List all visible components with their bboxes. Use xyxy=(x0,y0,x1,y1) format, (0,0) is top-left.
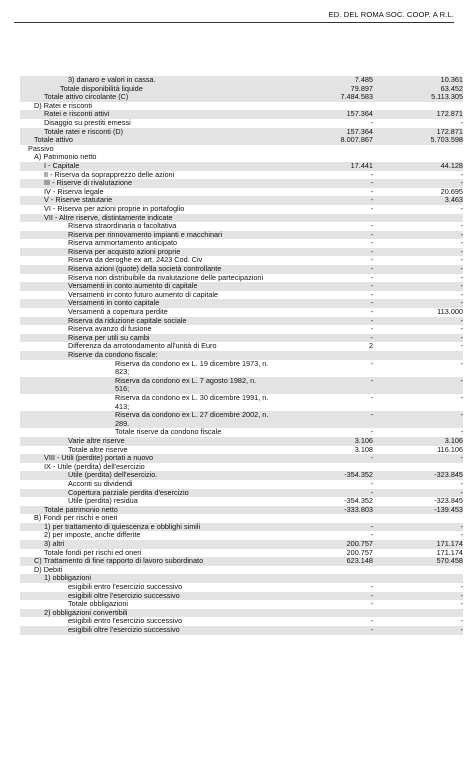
value-previous-year: 171.174 xyxy=(436,539,463,549)
value-current-year: - xyxy=(370,298,373,308)
row-label: Riserva da condono ex L. 19 dicembre 1973, n. 823; xyxy=(115,358,269,377)
value-current-year: - xyxy=(370,315,373,325)
value-previous-year: - xyxy=(460,178,463,188)
value-previous-year: - xyxy=(460,599,463,609)
value-current-year: - xyxy=(370,521,373,531)
row-label: Riserva da condono ex L. 7 agosto 1982, n. 516; xyxy=(115,375,257,394)
value-previous-year: - xyxy=(460,238,463,248)
value-previous-year: - xyxy=(460,427,463,437)
value-current-year: - xyxy=(370,203,373,213)
value-current-year: 623.148 xyxy=(346,556,373,566)
row-label: III - Riserve di rivalutazione xyxy=(44,178,133,188)
value-current-year: - xyxy=(370,392,373,402)
value-current-year: 200.757 xyxy=(346,539,373,549)
table-row xyxy=(20,360,463,377)
value-current-year: 3.108 xyxy=(354,444,373,454)
value-previous-year: - xyxy=(460,453,463,463)
value-current-year: - xyxy=(370,186,373,196)
value-current-year: 2 xyxy=(368,341,373,351)
value-current-year: - xyxy=(370,599,373,609)
value-previous-year: 20.695 xyxy=(440,186,463,196)
value-current-year: 8.007.867 xyxy=(340,135,373,145)
row-label: Totale altre riserve xyxy=(68,444,128,454)
row-label: I - Capitale xyxy=(44,160,80,170)
value-current-year: - xyxy=(370,307,373,317)
value-previous-year: - xyxy=(460,272,463,282)
value-previous-year: 63.452 xyxy=(440,83,463,93)
value-previous-year: 116.106 xyxy=(437,444,463,454)
row-label: Versamenti in conto futuro aumento di capitale xyxy=(68,289,219,299)
row-label: esigibili entro l'esercizio successivo xyxy=(68,616,183,626)
value-previous-year: - xyxy=(460,169,463,179)
row-label: Versamenti in conto aumento di capitale xyxy=(68,281,198,291)
row-label: A) Patrimonio netto xyxy=(34,152,97,162)
value-previous-year: - xyxy=(460,264,463,274)
value-current-year: - xyxy=(370,616,373,626)
row-label: Riserva ammortamento anticipato xyxy=(68,238,178,248)
header-rule xyxy=(14,22,454,23)
row-label: 3) danaro e valori in cassa. xyxy=(68,75,156,84)
row-label: 1) per trattamento di quiescenza e obblighi simili xyxy=(44,521,201,531)
value-current-year: - xyxy=(370,169,373,179)
value-previous-year: 3.463 xyxy=(444,195,463,205)
row-label: Riserva per rinnovamento impianti e macchinari xyxy=(68,229,223,239)
row-label: esigibili oltre l'esercizio successivo xyxy=(68,590,180,600)
row-label: Riserva non distribuibile da rivalutazione delle partecipazioni xyxy=(68,272,264,282)
value-current-year: - xyxy=(370,332,373,342)
row-label: VII - Altre riserve, distintamente indicate xyxy=(44,212,173,222)
value-current-year: - xyxy=(370,246,373,256)
row-label: Varie altre riserve xyxy=(68,435,125,445)
value-previous-year: 44.128 xyxy=(440,160,463,170)
table-row xyxy=(20,626,463,635)
value-current-year: -354.352 xyxy=(344,470,373,480)
row-label: Versamenti a copertura perdite xyxy=(68,307,168,317)
value-previous-year: - xyxy=(460,229,463,239)
row-label: Totale fondi per rischi ed oneri xyxy=(44,547,142,557)
value-current-year: - xyxy=(370,264,373,274)
value-current-year: 7.484.583 xyxy=(340,92,373,102)
value-previous-year: -139.453 xyxy=(434,504,463,514)
value-current-year: - xyxy=(370,478,373,488)
value-previous-year: - xyxy=(460,392,463,402)
row-label: Totale ratei e risconti (D) xyxy=(44,126,124,136)
row-label: IX - Utile (perdita) dell'esercizio xyxy=(44,461,145,471)
row-label: Riserva per acquisto azioni proprie xyxy=(68,246,181,256)
row-label: Totale obbligazioni xyxy=(68,599,129,609)
value-current-year: 7.485 xyxy=(354,75,373,84)
row-label: Riserva straordinaria o facoltativa xyxy=(68,221,177,231)
value-current-year: - xyxy=(370,530,373,540)
value-previous-year: - xyxy=(460,298,463,308)
row-label: D) Debiti xyxy=(34,564,63,574)
row-label: Differenza da arrotondamento all'unità di Euro xyxy=(68,341,217,351)
value-current-year: - xyxy=(370,229,373,239)
value-current-year: - xyxy=(370,410,373,420)
row-label: Totale attivo xyxy=(34,135,73,145)
row-label: Totale patrimonio netto xyxy=(44,504,118,514)
value-current-year: - xyxy=(370,289,373,299)
value-previous-year: - xyxy=(460,590,463,600)
value-previous-year: 570.458 xyxy=(436,556,463,566)
value-previous-year: 172.871 xyxy=(436,109,463,119)
row-label: VIII - Utili (perdite) portati a nuovo xyxy=(44,453,154,463)
value-current-year: - xyxy=(370,255,373,265)
row-label: 2) per imposte, anche differite xyxy=(44,530,141,540)
row-label: Utile (perdita) dell'esercizio. xyxy=(68,470,158,480)
table-row xyxy=(20,557,463,566)
value-current-year: - xyxy=(370,590,373,600)
value-current-year: 157.364 xyxy=(346,109,373,119)
value-current-year: - xyxy=(370,324,373,334)
row-label: Totale attivo circolante (C) xyxy=(44,92,129,102)
value-current-year: 157.364 xyxy=(346,126,373,136)
value-current-year: - xyxy=(370,487,373,497)
row-label: Riserve da condono fiscale: xyxy=(68,350,158,359)
value-previous-year: - xyxy=(460,255,463,265)
row-label: Riserva da riduzione capitale sociale xyxy=(68,315,187,325)
value-current-year: -354.352 xyxy=(344,496,373,506)
value-previous-year: 3.106 xyxy=(444,435,463,445)
value-current-year: 17.441 xyxy=(350,160,373,170)
row-label: Acconti su dividendi xyxy=(68,478,133,488)
value-previous-year: - xyxy=(460,410,463,420)
table-row xyxy=(20,153,463,162)
value-previous-year: - xyxy=(460,117,463,127)
value-current-year: - xyxy=(370,375,373,385)
value-previous-year: - xyxy=(460,375,463,385)
value-current-year: - xyxy=(370,195,373,205)
value-current-year: - xyxy=(370,582,373,592)
table-row xyxy=(20,411,463,428)
value-previous-year: 10.361 xyxy=(440,75,463,84)
value-previous-year: -323.845 xyxy=(434,470,463,480)
value-current-year: - xyxy=(370,453,373,463)
value-current-year: - xyxy=(370,281,373,291)
value-current-year: - xyxy=(370,358,373,368)
row-label: Totale disponibilità liquide xyxy=(60,83,143,93)
row-label: 1) obbligazioni xyxy=(44,573,92,583)
value-previous-year: - xyxy=(460,246,463,256)
company-header: ED. DEL ROMA SOC. COOP. A R.L. xyxy=(328,10,454,19)
value-current-year: -333.803 xyxy=(344,504,373,514)
row-label: VI - Riserva per azioni proprie in portafoglio xyxy=(44,203,185,213)
value-current-year: - xyxy=(370,221,373,231)
row-label: IV - Riserva legale xyxy=(44,186,104,196)
row-label: Copertura parziale perdita d'esercizio xyxy=(68,487,189,497)
value-previous-year: - xyxy=(460,478,463,488)
value-current-year: - xyxy=(370,238,373,248)
row-label: 2) obbligazioni convertibili xyxy=(44,607,128,617)
table-row xyxy=(20,394,463,411)
value-current-year: - xyxy=(370,178,373,188)
row-label: B) Fondi per rischi e oneri xyxy=(34,513,118,523)
value-previous-year: 172.871 xyxy=(436,126,463,136)
row-label: C) Trattamento di fine rapporto di lavoro subordinato xyxy=(34,556,204,566)
row-label: esigibili entro l'esercizio successivo xyxy=(68,582,183,592)
value-current-year: - xyxy=(370,625,373,634)
value-previous-year: 113.000 xyxy=(437,307,463,317)
row-label: D) Ratei e risconti xyxy=(34,100,92,110)
row-label: Riserva da condono ex L. 30 dicembre 1991, n. 413; xyxy=(115,392,269,411)
value-current-year: 3.106 xyxy=(354,435,373,445)
row-label: Riserva azioni (quote) della società controllante xyxy=(68,264,222,274)
balance-sheet-table xyxy=(20,76,463,635)
value-previous-year: -323.845 xyxy=(434,496,463,506)
value-previous-year: - xyxy=(460,616,463,626)
value-previous-year: - xyxy=(460,289,463,299)
row-label: Ratei e risconti attivi xyxy=(44,109,110,119)
value-previous-year: - xyxy=(460,530,463,540)
value-current-year: - xyxy=(370,427,373,437)
table-row xyxy=(20,377,463,394)
value-current-year: 79.897 xyxy=(350,83,373,93)
value-previous-year: - xyxy=(460,281,463,291)
value-previous-year: 171.174 xyxy=(436,547,463,557)
row-label: Riserva da deroghe ex art. 2423 Cod. Civ xyxy=(68,255,203,265)
value-previous-year: - xyxy=(460,487,463,497)
value-previous-year: - xyxy=(460,221,463,231)
table-row xyxy=(20,136,463,145)
row-label: esigibili oltre l'esercizio successivo xyxy=(68,625,180,634)
value-previous-year: 5.113.305 xyxy=(431,92,463,102)
row-label: Utile (perdita) residua xyxy=(68,496,138,506)
row-label: Disaggio su prestiti emessi xyxy=(44,117,131,127)
value-current-year: - xyxy=(370,272,373,282)
row-label: Riserva per utili su cambi xyxy=(68,332,150,342)
row-label: Versamenti in conto capitale xyxy=(68,298,160,308)
row-label: 3) altri xyxy=(44,539,65,549)
row-label: V - Riserve statutarie xyxy=(44,195,113,205)
row-label: Riserva avanzo di fusione xyxy=(68,324,152,334)
value-previous-year: 5.703.598 xyxy=(430,135,463,145)
value-current-year: - xyxy=(370,117,373,127)
row-label: Passivo xyxy=(28,143,54,153)
value-current-year: 200.757 xyxy=(346,547,373,557)
value-previous-year: - xyxy=(460,625,463,634)
row-label: Totale riserve da condono fiscale xyxy=(115,427,222,437)
value-previous-year: - xyxy=(460,358,463,368)
value-previous-year: - xyxy=(460,332,463,342)
value-previous-year: - xyxy=(460,521,463,531)
value-previous-year: - xyxy=(460,324,463,334)
row-label: II - Riserva da soprapprezzo delle azioni xyxy=(44,169,175,179)
value-previous-year: - xyxy=(460,582,463,592)
value-previous-year: - xyxy=(460,341,463,351)
value-previous-year: - xyxy=(460,315,463,325)
table-row xyxy=(20,531,463,540)
table-row xyxy=(20,128,463,137)
row-label: Riserva da condono ex L. 27 dicembre 2002, n. 289. xyxy=(115,410,269,428)
value-previous-year: - xyxy=(460,203,463,213)
